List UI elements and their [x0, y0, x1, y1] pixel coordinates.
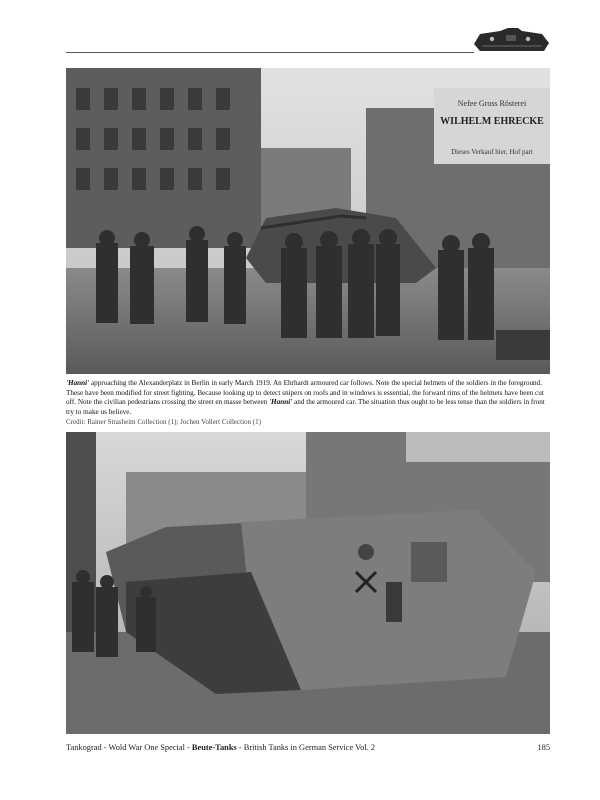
sign-line-3: Dieses Verkauf hier, Hof part	[451, 148, 533, 156]
photo-street-scene	[66, 68, 550, 374]
caption-tank-name-2: 'Hanni'	[269, 398, 293, 407]
tank-silhouette-icon	[470, 26, 552, 54]
caption-text-1: approaching the Alexanderplatz in Berlin in early March 1919. An Ehrhardt armoured car follows. Note the special helmets of the soldiers in the foreground. These have been modified for street fighting. Because looking up to detect snipers on roofs and in windows is essential, the forward rims of the helmets have been cut off. Note the civilian pedestrians crossing the street en masse between	[66, 379, 544, 407]
sign-line-2: WILHELM EHRECKE	[440, 116, 544, 127]
footer-title: Beute-Tanks	[191, 743, 237, 752]
footer-series: Tankograd - Wold War One Special -	[66, 743, 192, 752]
header-rule	[66, 52, 474, 53]
page-footer	[66, 743, 486, 752]
caption-tank-name: 'Hanni'	[66, 379, 90, 387]
page-number: 185	[537, 743, 550, 752]
photo-tank-closeup	[66, 432, 550, 734]
photo-caption	[66, 379, 550, 417]
caption-text-2: and the armoured car. The situation thus ought to be less tense than the soldiers in front try to make us believe.	[66, 398, 545, 416]
footer-subtitle: - British Tanks in German Service Vol. 2	[236, 743, 376, 752]
photo-credit: Credit: Rainer Strasheim Collection (1); Jochen Vollert Collection (1)	[66, 418, 261, 426]
sign-line-1: Nefee Gross Rösterei	[457, 99, 527, 108]
